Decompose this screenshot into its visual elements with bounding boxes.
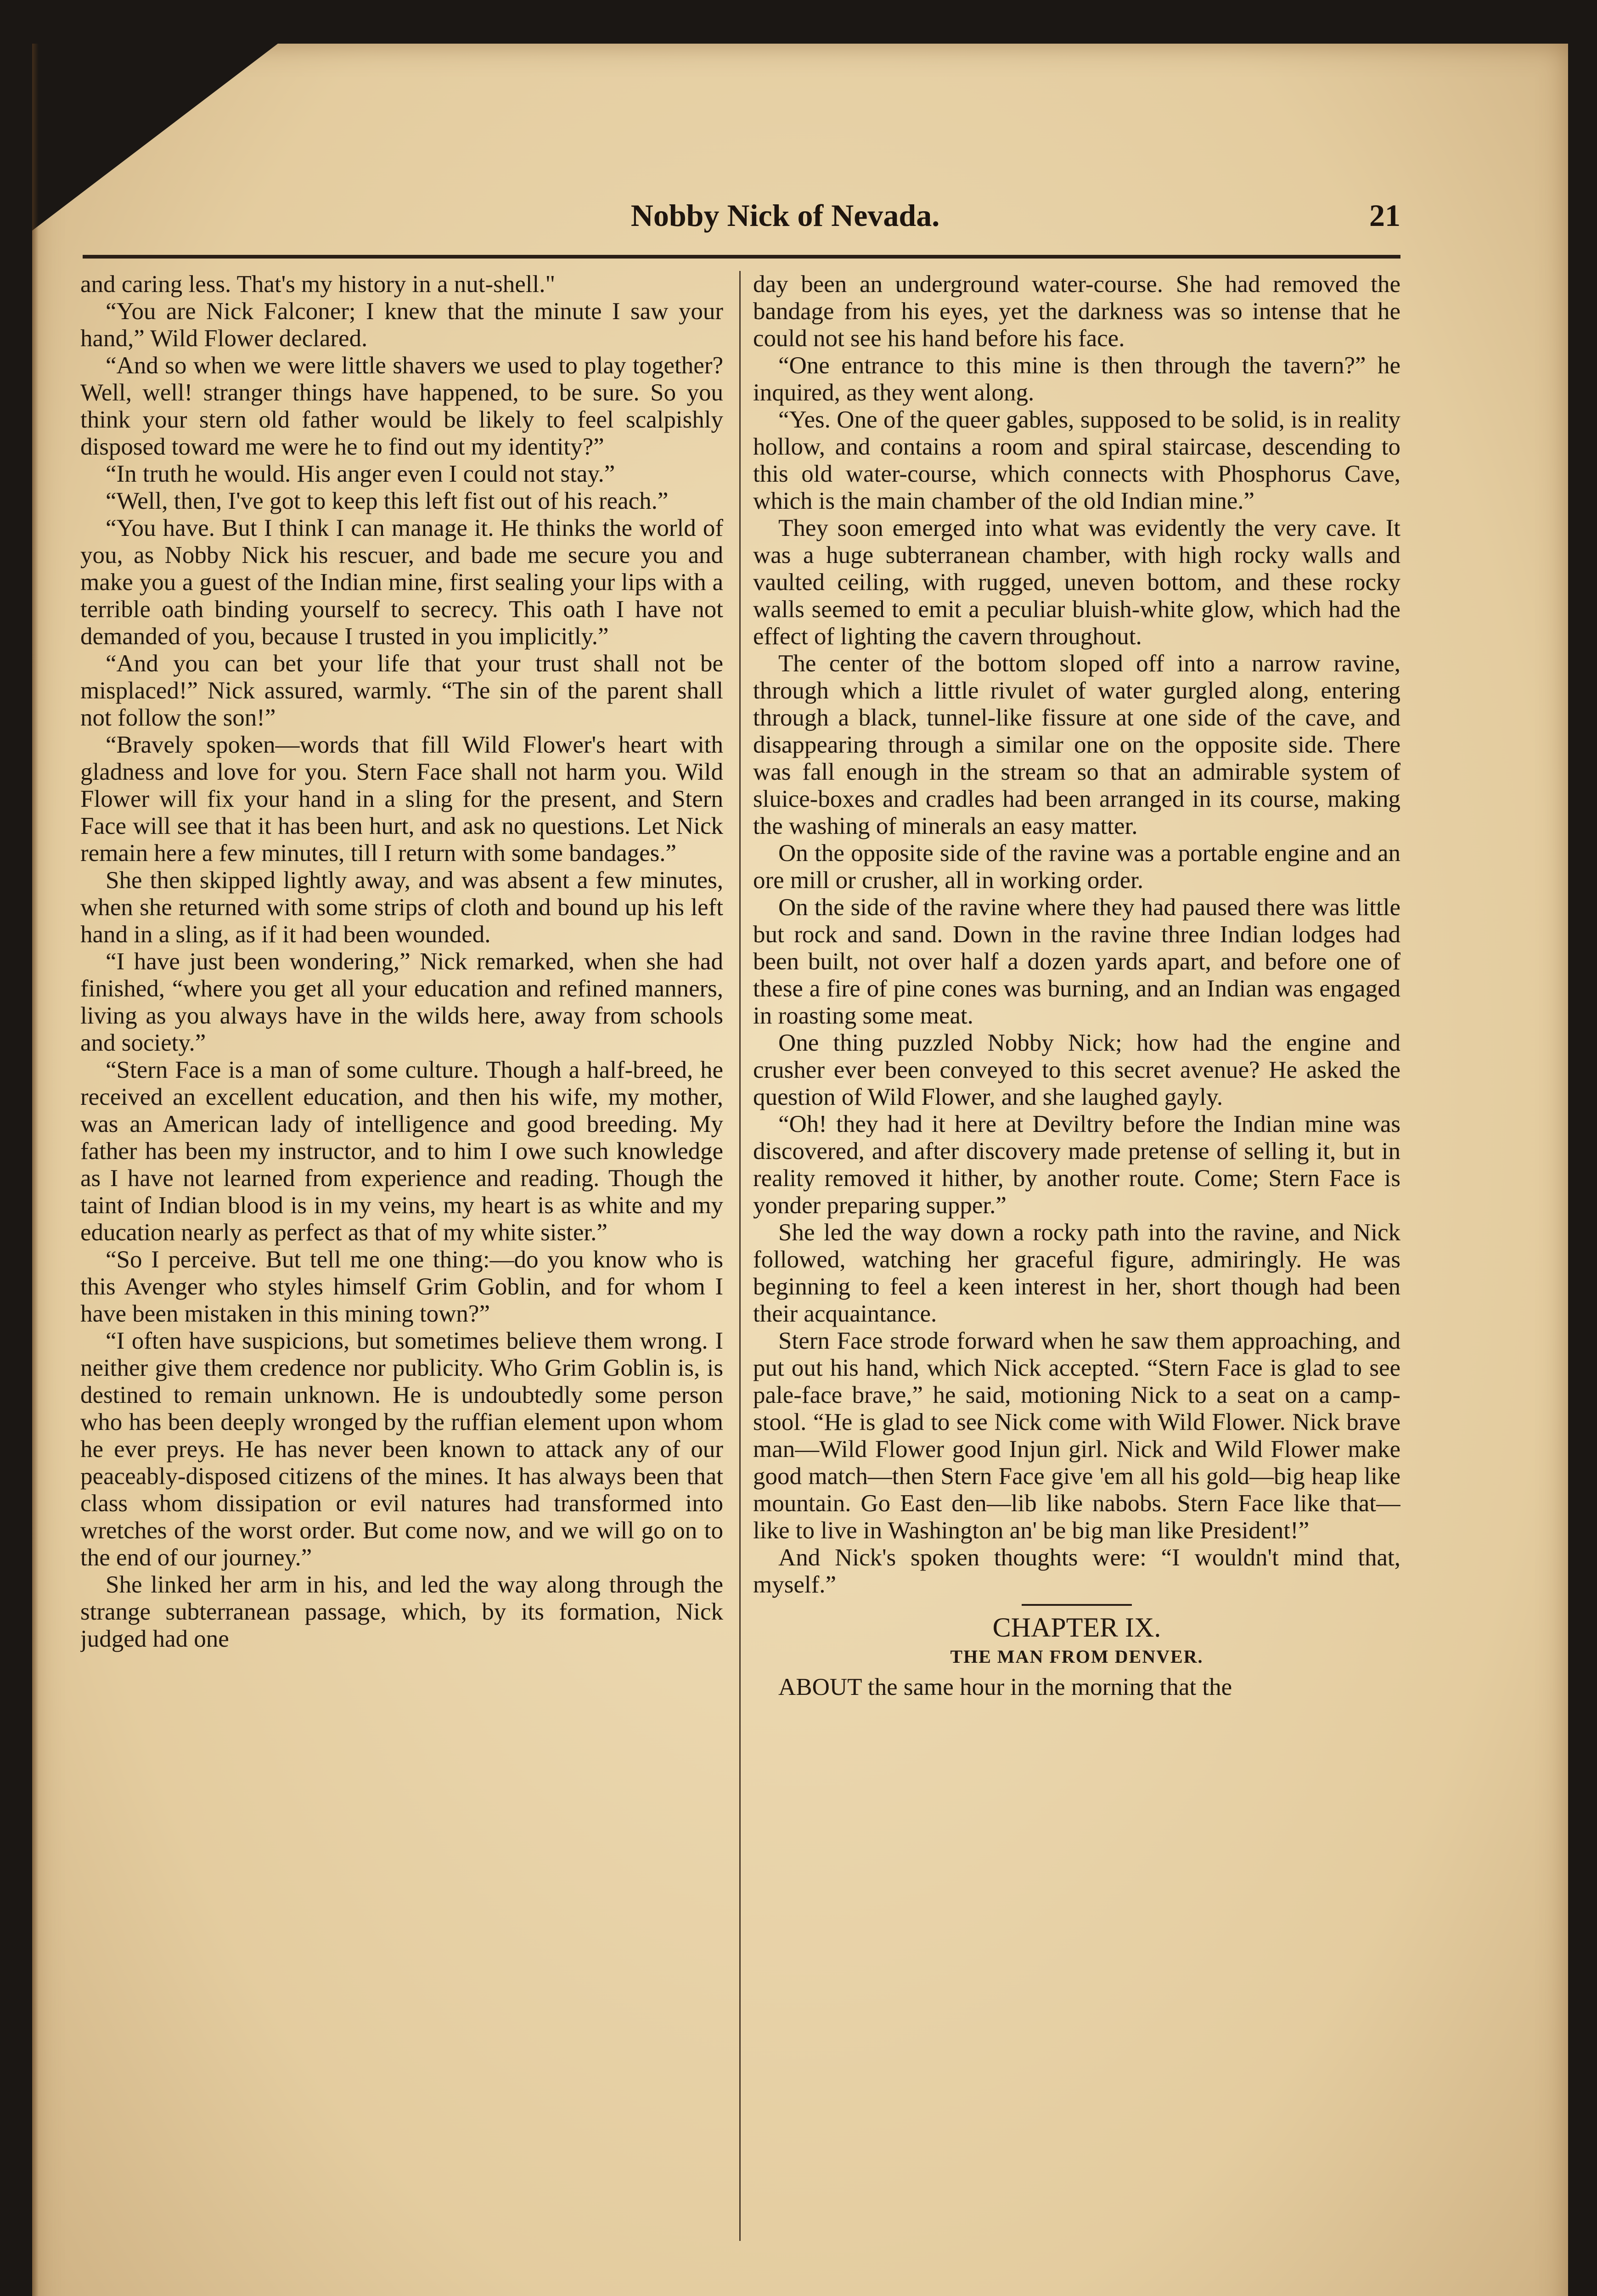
binding-edge <box>32 44 39 2296</box>
paragraph: And Nick's spoken thoughts were: “I wouldn't mind that, myself.” <box>753 1544 1400 1598</box>
paragraph: She led the way down a rocky path into the ravine, and Nick followed, watching her graceful figure, admiringly. He was beginning to feel a keen interest in her, short though had been their acquaintance. <box>753 1219 1400 1327</box>
paragraph: “In truth he would. His anger even I could not stay.” <box>106 461 615 487</box>
right-column <box>753 271 1400 2245</box>
chapter-opening-line: ABOUT the same hour in the morning that the <box>778 1674 1232 1700</box>
paragraph: and caring less. That's my history in a nut-shell." <box>80 271 556 298</box>
paragraph: On the opposite side of the ravine was a portable engine and an ore mill or crusher, all in working order. <box>753 840 1400 894</box>
paragraph: Stern Face strode forward when he saw them approaching, and put out his hand, which Nick accepted. “Stern Face is glad to see pale-face brave,” he said, motioning Nick to a seat on a camp-stool. “He is glad to see Nick come with Wild Flower. Nick brave man—Wild Flower good Injun girl. Nick and Wild Flower make good match—then Stern Face give 'em all his gold—big heap like mountain. Go East den—lib like nabobs. Stern Face like that—like to live in Washington an' be big man like President!” <box>753 1328 1400 1544</box>
header-rule <box>83 255 1400 259</box>
page-header <box>83 197 1400 253</box>
paragraph: They soon emerged into what was evidently the very cave. It was a huge subterranean chamber, with high rocky walls and vaulted ceiling, with rugged, uneven bottom, and these rocky walls seemed to emit a peculiar bluish-white glow, which had the effect of lighting the cavern throughout. <box>753 515 1400 650</box>
paragraph: “One entrance to this mine is then through the tavern?” he inquired, as they went along. <box>753 352 1400 406</box>
left-column <box>80 271 723 2245</box>
paragraph: “Stern Face is a man of some culture. Though a half-breed, he received an excellent education, and then his wife, my mother, was an American lady of intelligence and good breeding. My father has been my instructor, and to him I owe such knowledge as I have not learned from experience and reading. Though the taint of Indian blood is in my veins, my heart is as white and my education nearly as perfect as that of my white sister.” <box>80 1057 723 1246</box>
paragraph: “I often have suspicions, but sometimes believe them wrong. I neither give them credence nor publicity. Who Grim Goblin is, is destined to remain unknown. He is undoubtedly some person who has been deeply wronged by the ruffian element upon whom he ever preys. He has never been known to attack any of our peaceably-disposed citizens of the mines. It has always been that class whom dissipation or evil natures had transformed into wretches of the worst order. But come now, and we will go on to the end of our journey.” <box>80 1328 723 1571</box>
paragraph: “You are Nick Falconer; I knew that the minute I saw your hand,” Wild Flower declared. <box>80 298 723 352</box>
section-rule <box>1022 1604 1132 1606</box>
chapter-heading: CHAPTER IX. <box>992 1612 1161 1643</box>
paragraph: “I have just been wondering,” Nick remarked, when she had finished, “where you get all your education and refined manners, living as you always have in the wilds here, away from schools and society.” <box>80 948 723 1056</box>
paragraph: “So I perceive. But tell me one thing:—do you know who is this Avenger who styles himself Grim Goblin, and for whom I have been mistaken in this mining town?” <box>80 1246 723 1327</box>
paragraph: She linked her arm in his, and led the way along through the strange subterranean passage, which, by its formation, Nick judged had one <box>80 1571 723 1652</box>
paragraph: “And so when we were little shavers we used to play together? Well, well! stranger things have happened, to be sure. So you think your stern old father would be likely to feel scalpishly disposed toward me were he to find out my identity?” <box>80 352 723 460</box>
page-number: 21 <box>1369 198 1400 233</box>
running-title: Nobby Nick of Nevada. <box>630 198 940 233</box>
paragraph: “Well, then, I've got to keep this left fist out of his reach.” <box>106 488 669 514</box>
paragraph: “Oh! they had it here at Deviltry before the Indian mine was discovered, and after discovery made pretense of selling it, but in reality removed it hither, by another route. Come; Stern Face is yonder preparing supper.” <box>753 1111 1400 1219</box>
paragraph: She then skipped lightly away, and was absent a few minutes, when she returned with some strips of cloth and bound up his left hand in a sling, as if it had been wounded. <box>80 867 723 948</box>
paragraph: “Bravely spoken—words that fill Wild Flower's heart with gladness and love for you. Stern Face shall not harm you. Wild Flower will fix your hand in a sling for the present, and Stern Face will see that it has been hurt, and ask no questions. Let Nick remain here a few minutes, till I return with some bandages.” <box>80 732 723 867</box>
paragraph: The center of the bottom sloped off into a narrow ravine, through which a little rivulet of water gurgled along, entering through a black, tunnel-like fissure at one side of the cave, and disappearing through a similar one on the opposite side. There was fall enough in the stream so that an admirable system of sluice-boxes and cradles had been arranged in its course, making the washing of minerals an easy matter. <box>753 650 1400 839</box>
paragraph: “You have. But I think I can manage it. He thinks the world of you, as Nobby Nick his rescuer, and bade me secure you and make you a guest of the Indian mine, first sealing your lips with a terrible oath binding yourself to secrecy. This oath I have not demanded of you, because I trusted in you implicitly.” <box>80 515 723 650</box>
paragraph: One thing puzzled Nobby Nick; how had the engine and crusher ever been conveyed to this secret avenue? He asked the question of Wild Flower, and she laughed gayly. <box>753 1030 1400 1110</box>
chapter-subtitle: THE MAN FROM DENVER. <box>950 1646 1203 1667</box>
paragraph: On the side of the ravine where they had paused there was little but rock and sand. Down in the ravine three Indian lodges had been built, not over half a dozen yards apart, and before one of these a fire of pine cones was burning, and an Indian was engaged in roasting some meat. <box>753 894 1400 1029</box>
paragraph: “And you can bet your life that your trust shall not be misplaced!” Nick assured, warmly. “The sin of the parent shall not follow the son!” <box>80 650 723 731</box>
paragraph: “Yes. One of the queer gables, supposed to be solid, is in reality hollow, and contains a room and spiral staircase, descending to this old water-course, which connects with Phosphorus Cave, which is the main chamber of the old Indian mine.” <box>753 406 1400 514</box>
paragraph: day been an underground water-course. She had removed the bandage from his eyes, yet the darkness was so intense that he could not see his hand before his face. <box>753 271 1400 352</box>
column-divider <box>739 271 741 2241</box>
